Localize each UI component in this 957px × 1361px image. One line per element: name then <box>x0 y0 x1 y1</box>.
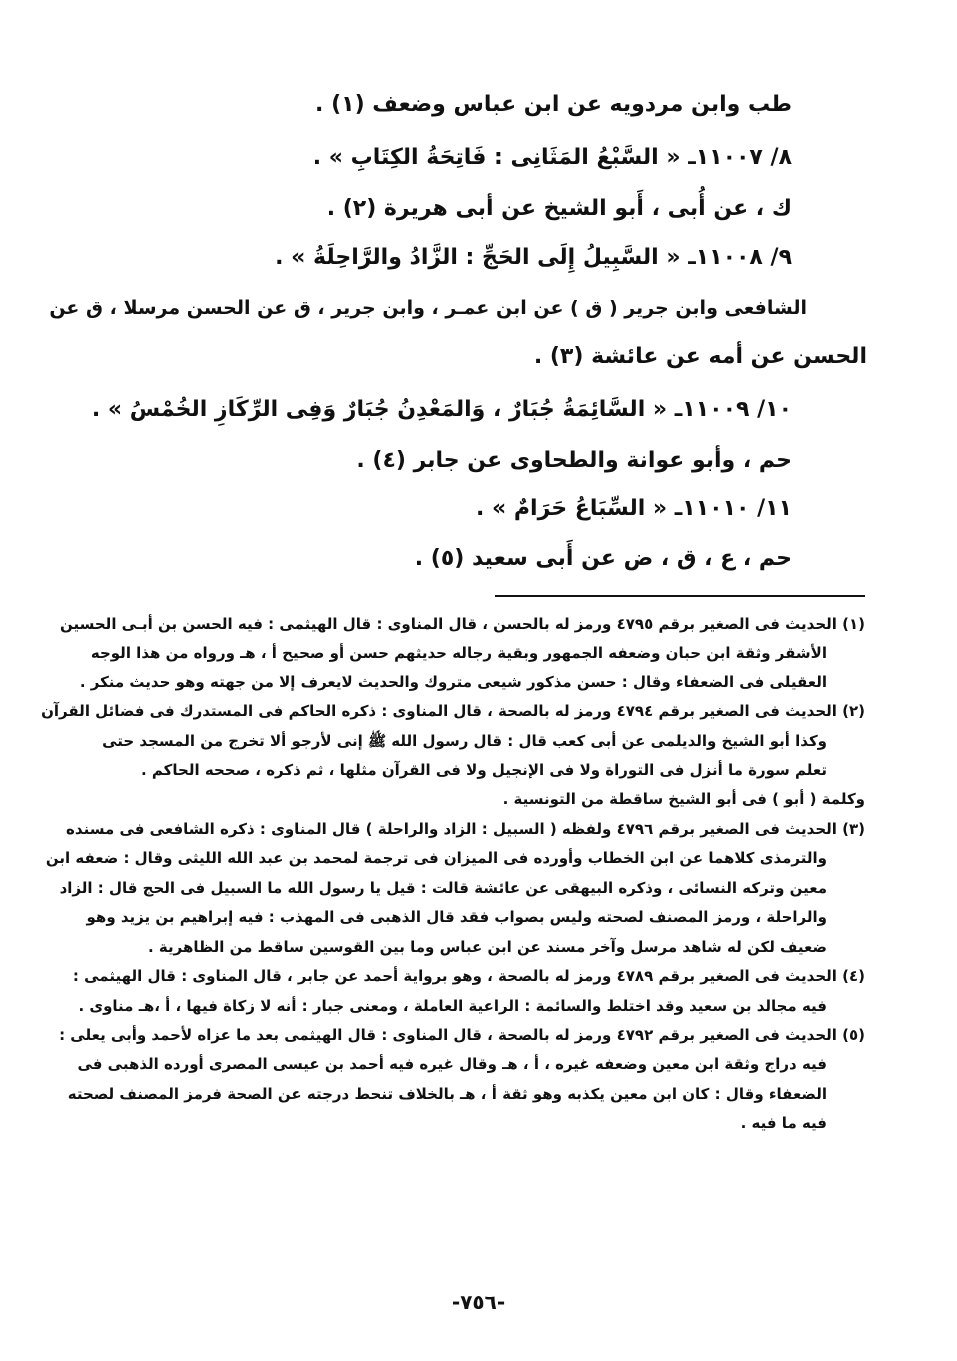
footnote-line: والترمذى كلاهما عن ابن الخطاب وأورده فى الميزان فى ترجمة لمحمد بن عبد الله الليثى وقال : ضعفه ابن <box>45 849 827 867</box>
hadith-entry: ١٠/ ١١٠٠٩ـ « السَّائِمَةُ جُبَارٌ ، وَالمَعْدِنُ جُبَارٌ وَفِى الرِّكَازِ الخُمْسُ » . <box>91 397 792 422</box>
footnote-line: وكذا أبو الشيخ والديلمى عن أبى كعب قال : قال رسول الله ﷺ إنى لأرجو ألا تخرج من المسجد حتى <box>102 732 827 750</box>
hadith-entry: ١١/ ١١٠١٠ـ « السِّبَاعُ حَرَامٌ » . <box>476 496 792 521</box>
page-number: -٧٥٦- <box>451 1290 506 1314</box>
footnote-line: الضعفاء وقال : كان ابن معين يكذبه وهو ثقة أ ، هـ بالخلاف تنحط درجته عن الصحة فرمز المصنف لصحته <box>67 1085 827 1103</box>
footnote-line: فيه دراج وثقة ابن معين وضعفه غيره ، أ ، هـ وقال غيره فيه أحمد بن عيسى المصرى أورده الذهبى فى <box>77 1055 827 1073</box>
footnote-line: وكلمة ( أبو ) فى أبو الشيخ ساقطة من التونسية . <box>502 790 865 808</box>
footnote-line: (٢) الحديث فى الصغير برقم ٤٧٩٤ ورمز له بالصحة ، قال المناوى : ذكره الحاكم فى المستدرك فى فضائل القرآن <box>41 702 865 720</box>
footnote-line: (٣) الحديث فى الصغير برقم ٤٧٩٦ ولفظه ( السبيل : الزاد والراحلة ) قال المناوى : ذكره الشافعى فى مسنده <box>66 820 865 838</box>
text-line: الحسن عن أمه عن عائشة (٣) . <box>533 344 867 369</box>
footnote-line: الأشقر وثقة ابن حبان وضعفه الجمهور وبقية رجاله حديثهم حسن أو صحيح أ ، هـ ورواه من هذا الوجه <box>90 644 827 662</box>
footnote-line: (٥) الحديث فى الصغير برقم ٤٧٩٢ ورمز له بالصحة ، قال المناوى : قال الهيثمى بعد ما عزاه لأحمد وأبى يعلى : <box>59 1026 865 1044</box>
footnote-line: والراحلة ، ورمز المصنف لصحته وليس بصواب فقد قال الذهبى فى المهذب : فيه إبراهيم بن يزيد وهو <box>86 908 827 926</box>
footnote-separator <box>495 595 865 597</box>
text-line: الشافعى وابن جرير ( ق ) عن ابن عمـر ، وابن جرير ، ق عن الحسن مرسلا ، ق عن <box>49 297 807 319</box>
text-line: طب وابن مردويه عن ابن عباس وضعف (١) . <box>315 92 792 117</box>
footnote-line: العقيلى فى الضعفاء وقال : حسن مذكور شيعى متروك والحديث لايعرف إلا من جهته وهو حديث منكر . <box>79 673 827 691</box>
footnote-line: تعلم سورة ما أنزل فى التوراة ولا فى الإنجيل ولا فى القرآن مثلها ، ثم ذكره ، صححه الحاكم . <box>141 761 827 779</box>
footnote-line: فيه مجالد بن سعيد وقد اختلط والسائمة : الراعية العاملة ، ومعنى جبار : أنه لا زكاة فيها ، أ ،هـ مناوى . <box>78 997 827 1015</box>
text-line: حم ، وأبو عوانة والطحاوى عن جابر (٤) . <box>356 448 792 473</box>
text-line: حم ، ع ، ق ، ض عن أَبى سعيد (٥) . <box>414 546 792 571</box>
footnote-line: (١) الحديث فى الصغير برقم ٤٧٩٥ ورمز له بالحسن ، قال المناوى : قال الهيثمى : فيه الحسن بن أبـى الحسين <box>59 615 865 633</box>
hadith-entry: ٩/ ١١٠٠٨ـ « السَّبِيلُ إِلَى الحَجِّ : الزَّادُ والرَّاحِلَةُ » . <box>275 245 792 270</box>
hadith-entry: ٨/ ١١٠٠٧ـ « السَّبْعُ المَثَانِى : فَاتِحَةُ الكِتَابِ » . <box>312 145 792 170</box>
footnote-line: (٤) الحديث فى الصغير برقم ٤٧٨٩ ورمز له بالصحة ، وهو برواية أحمد عن جابر ، قال المناوى : قال الهيثمى : <box>72 967 865 985</box>
footnote-line: معين وتركه النسائى ، وذكره البيهقى عن عائشة قالت : قيل يا رسول الله ما السبيل فى الحج قال : الزاد <box>59 879 827 897</box>
footnote-line: ضعيف لكن له شاهد مرسل وآخر مسند عن ابن عباس وما بين القوسين ساقط من الظاهرية . <box>147 938 827 956</box>
text-line: ك ، عن أُبى ، أَبو الشيخ عن أبى هريرة (٢) . <box>326 196 792 221</box>
footnote-line: فيه ما فيه . <box>740 1114 827 1132</box>
